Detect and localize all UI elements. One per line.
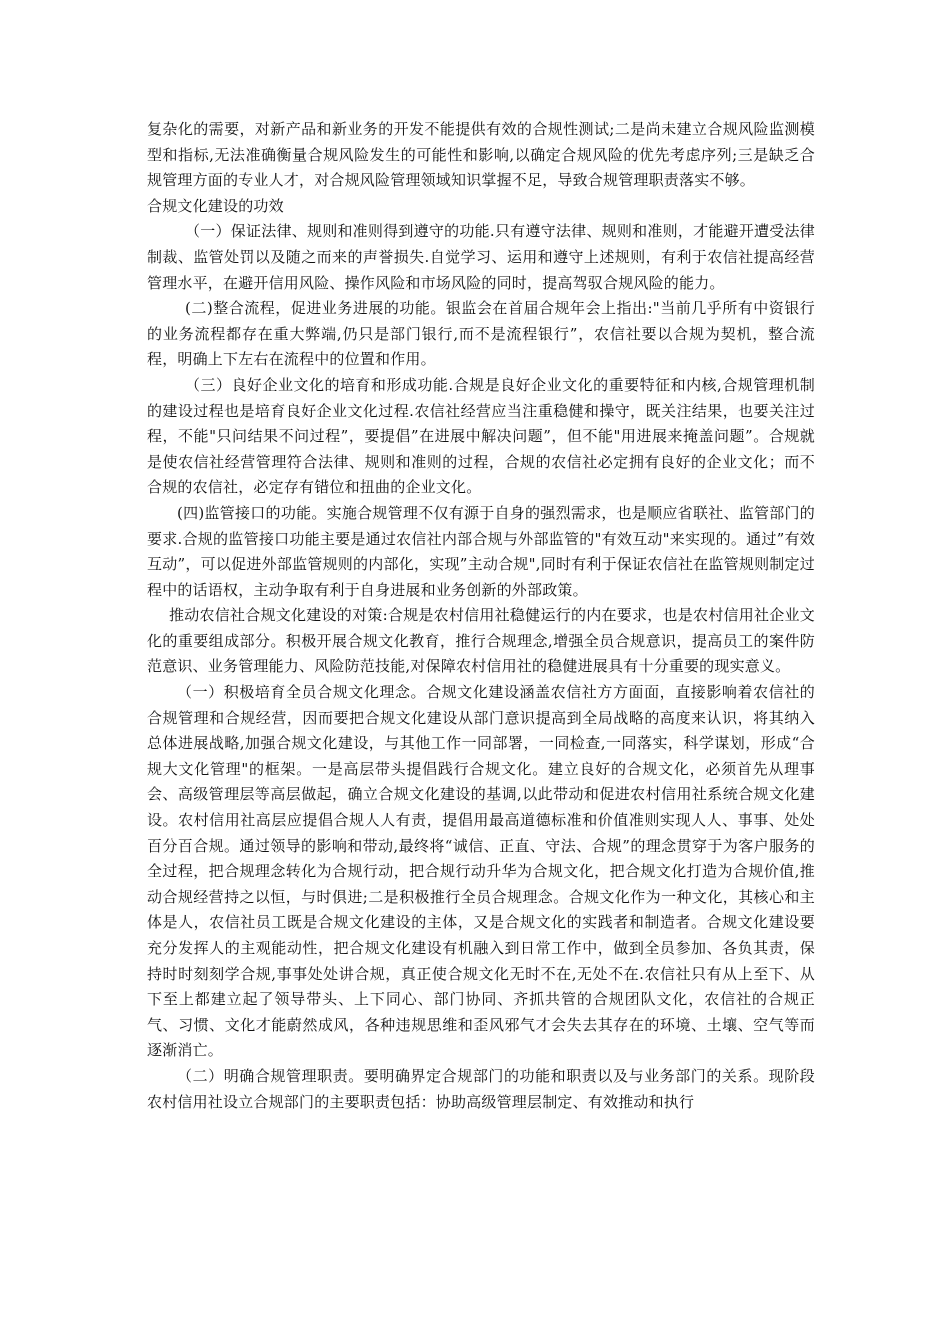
paragraph-measure-1: （一）积极培育全员合规文化理念。合规文化建设涵盖农信社方方面面，直接影响着农信社的合规管理和合规经营，因而要把合规文化建设从部门意识提高到全局战略的高度来认识，将其纳入总体进展战略,加强合规文化建设，与其他工作一同部署，一同检查,一同落实，科学谋划，形成“合规大文化管理"的框架。一是高层带头提倡践行合规文化。建立良好的合规文化，必须首先从理事会、高级管理层等高层做起，确立合规文化建设的基调,以此带动和促进农村信用社系统合规文化建设。农村信用社高层应提倡合规人人有责，提倡用最高道德标准和价值准则实现人人、事事、处处百分百合规。通过领导的影响和带动,最终将“诚信、正直、守法、合规”的理念贯穿于为客户服务的全过程，把合规理念转化为合规行动，把合规行动升华为合规文化，把合规文化打造为合规价值,推动合规经营持之以恒，与时俱进;二是积极推行全员合规理念。合规文化作为一种文化，其核心和主体是人，农信社员工既是合规文化建设的主体，又是合规文化的实践者和制造者。合规文化建设要充分发挥人的主观能动性，把合规文化建设有机融入到日常工作中，做到全员参加、各负其责，保持时时刻刻学合规,事事处处讲合规，真正使合规文化无时不在,无处不在.农信社只有从上至下、从下至上都建立起了领导带头、上下同心、部门协同、齐抓共管的合规团队文化，农信社的合规正气、习惯、文化才能蔚然成风，各种违规思维和歪风邪气才会失去其存在的环境、土壤、空气等而逐渐消亡。 <box>147 683 815 1060</box>
paragraph-function-1: （一）保证法律、规则和准则得到遵守的功能.只有遵守法律、规则和准则，才能避开遭受法律制裁、监管处罚以及随之而来的声誉损失.自觉学习、运用和遵守上述规则，有利于农信社提高经营管理水平，在避开信用风险、操作风险和市场风险的同时，提高驾驭合规风险的能力。 <box>147 222 815 292</box>
paragraph-function-3: （三）良好企业文化的培育和形成功能.合规是良好企业文化的重要特征和内核,合规管理机制的建设过程也是培育良好企业文化过程.农信社经营应当注重稳健和操守，既关注结果，也要关注过程，不能"只问结果不问过程”，要提倡”在进展中解决问题”，但不能"用进展来掩盖问题”。合规就是使农信社经营管理符合法律、规则和准则的过程，合规的农信社必定拥有良好的企业文化；而不合规的农信社，必定存有错位和扭曲的企业文化。 <box>147 375 815 497</box>
paragraph-function-2: (二)整合流程，促进业务进展的功能。银监会在首届合规年会上指出:"当前几乎所有中资银行的业务流程都存在重大弊端,仍只是部门银行,而不是流程银行”，农信社要以合规为契机，整合流程，明确上下左右在流程中的位置和作用。 <box>147 299 815 369</box>
document-body <box>147 117 815 1115</box>
paragraph-measure-2: （二）明确合规管理职责。要明确界定合规部门的功能和职责以及与业务部门的关系。现阶段农村信用社设立合规部门的主要职责包括：协助高级管理层制定、有效推动和执行 <box>147 1066 815 1111</box>
paragraph-function-4: (四)监管接口的功能。实施合规管理不仅有源于自身的强烈需求，也是顺应省联社、监管部门的要求.合规的监管接口功能主要是通过农信社内部合规与外部监管的"有效互动"来实现的。通过”有效互动”，可以促进外部监管规则的内部化，实现”主动合规",同时有利于保证农信社在监管规则制定过程中的话语权，主动争取有利于自身进展和业务创新的外部政策。 <box>147 503 815 599</box>
section-heading: 合规文化建设的功效 <box>147 196 284 215</box>
paragraph-continuation: 复杂化的需要，对新产品和新业务的开发不能提供有效的合规性测试;二是尚未建立合规风险监测模型和指标,无法准确衡量合规风险发生的可能性和影响,以确定合规风险的优先考虑序列;三是缺乏合规管理方面的专业人才，对合规风险管理领域知识掌握不足，导致合规管理职责落实不够。 <box>147 120 815 190</box>
paragraph-countermeasures: 推动农信社合规文化建设的对策:合规是农村信用社稳健运行的内在要求，也是农村信用社企业文化的重要组成部分。积极开展合规文化教育，推行合规理念,增强全员合规意识，提高员工的案件防范意识、业务管理能力、风险防范技能,对保障农村信用社的稳健进展具有十分重要的现实意义。 <box>147 606 815 676</box>
